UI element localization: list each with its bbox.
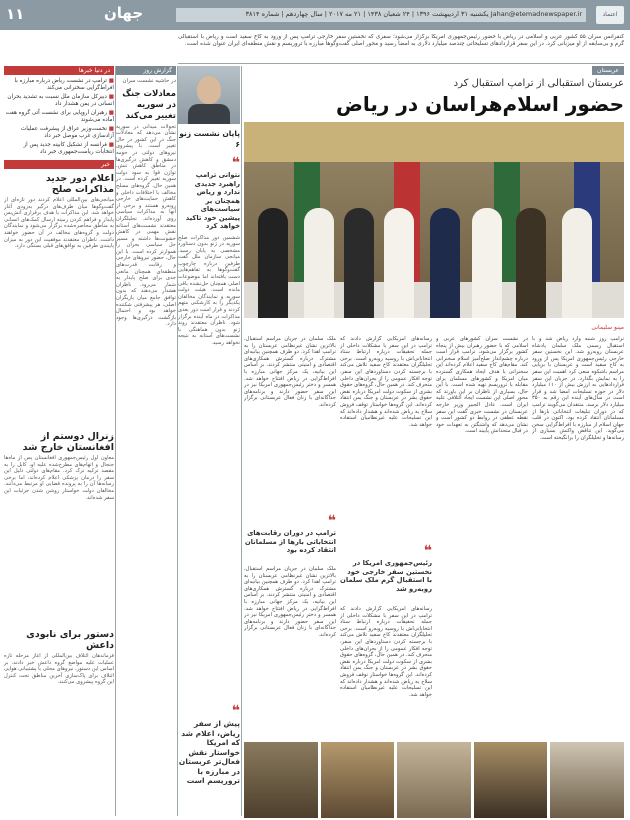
article-body: ششمین دور مذاکرات صلح سوریه در ژنو بدون دستاورد مشخصی به پایان رسید. میانجی سازمان ملل گفت طرفین درباره چارچوب گفت‌وگوها به تفاهم‌هایی دست یافته‌اند اما موضوعات اصلی همچنان حل‌نشده باقی مانده است. هیئت دولت سوریه و نمایندگان مخالفان یکدیگر را به کارشکنی متهم کردند و قرار است دور بعدی مذاکرات در ماه آینده برگزار شود. ناظران معتقدند روند ژنو بدون هماهنگی با نشست‌های آستانه به نتیجه نخواهد رسید. bbox=[178, 234, 240, 346]
page-header bbox=[0, 0, 630, 30]
list-item: ■ فرانسه از تشکیل کابینه جدید پس از انتخابات ریاست‌جمهوری خبر داد bbox=[23, 142, 114, 155]
photo bbox=[244, 742, 318, 818]
article-body: در نشست سران کشورهای عربی و اسلامی که با حضور رهبران بیش از پنجاه کشور برگزار می‌شود، ترامپ قرار است درباره چشم‌انداز صلح‌آمیز اسلام سخنرانی کند. مقام‌های کاخ سفید اعلام کرده‌اند این سخنرانی با هدف ایجاد همکاری گسترده میان امریکا و کشورهای مسلمان برای مقابله با تروریسم تهیه شده است. با این حال، بسیاری از ناظران بر این باورند که محور اصلی این نشست ایجاد ائتلافی علیه ایران است. عادل الجبیر وزیر خارجه عربستان در نشست خبری گفت این سفر نقطه عطفی در روابط دو کشور است و نشان می‌دهد که واشنگتن به تعهدات خود در قبال متحدانش پایبند است. bbox=[436, 336, 528, 435]
brief-column bbox=[4, 66, 114, 816]
article-headline: حضور اسلام‌هراسان در ریاض bbox=[335, 92, 624, 116]
list-item: ■ نخست‌وزیر عراق از پیشرفت عملیات آزادسازی غرب موصل خبر داد bbox=[20, 126, 114, 139]
photo bbox=[474, 742, 548, 818]
report-column bbox=[116, 66, 176, 816]
newspaper-logo: اعتماد bbox=[596, 6, 624, 24]
list-item: ■ دبیرکل سازمان ملل نسبت به تشدید بحران انسانی در یمن هشدار داد bbox=[7, 94, 114, 107]
pull-quote: ❝ ترامپ در دوران رقابت‌های انتخاباتی بارها از مسلمانان انتقاد کرده بود bbox=[244, 513, 336, 554]
date-strip: Jahan@etemadnewspaper.ir یکشنبه ۳۱ اردیبهشت ۱۳۹۶ | ۲۴ شعبان ۱۴۳۸ | ۲۱ مه ۲۰۱۷ | سال چهاردهم | شماره ۳۸۱۴ bbox=[176, 8, 586, 22]
opinion-title: پایان نشست زنو ۶ bbox=[179, 129, 240, 149]
section-tag: در دنیا خبرها bbox=[4, 66, 114, 75]
article-body: میانجی‌های بین‌المللی اعلام کردند دور تازه‌ای از گفت‌وگوها میان طرف‌های درگیر به‌زودی آغاز خواهد شد. این مذاکرات با هدف برقراری آتش‌بس پایدار و فراهم کردن زمینه ارسال کمک‌های انسانی به مناطق محاصره‌شده برگزار می‌شود و نمایندگان دولت و گروه‌های مخالف در آن حضور خواهند داشت. ناظران معتقدند موفقیت این دور به میزان پایبندی طرفین به توافق‌های قبلی بستگی دارد. bbox=[4, 197, 114, 250]
author-byline: مینو سلیمانی bbox=[591, 324, 624, 331]
photo bbox=[550, 742, 624, 818]
divider bbox=[178, 63, 624, 64]
article-body: رسانه‌های امریکایی گزارش دادند که ترامپ در این سفر با مشکلات داخلی از جمله تحقیقات درباره ارتباط ستاد انتخاباتی‌اش با روسیه روبه‌رو است. برخی تحلیلگران معتقدند کاخ سفید تلاش می‌کند با برجسته کردن دستاوردهای این سفر، توجه افکار عمومی را از بحران‌های داخلی منحرف کند. در همین حال، گروه‌های حقوق بشری از سکوت دولت امریکا درباره نقض حقوق بشر در عربستان و جنگ یمن انتقاد کرده‌اند. این گروه‌ها خواستار توقف فروش سلاح به ریاض شده‌اند و هشدار داده‌اند که این تسلیحات علیه غیرنظامیان استفاده خواهد شد. bbox=[340, 606, 432, 698]
photo-strip bbox=[244, 742, 624, 818]
list-item: ■ ترامپ در نشست ریاض درباره مبارزه با افراط‌گرایی سخنرانی می‌کند bbox=[14, 78, 114, 91]
section-tag: خبر bbox=[4, 160, 114, 169]
article-body: فرماندهان ائتلاف بین‌المللی از آغاز مرحله تازه عملیات علیه مواضع گروه داعش خبر دادند. بر اساس این دستور، نیروهای محلی با پشتیبانی هوایی ائتلاف برای پاک‌سازی آخرین مناطق تحت کنترل این گروه پیشروی می‌کنند. bbox=[4, 653, 114, 686]
article-body: تحولات میدانی در سوریه نشان می‌دهد که معادلات جنگ در این کشور در حال تغییر است. با پیشروی نیروهای دولتی در حومه دمشق و کاهش درگیری‌ها در مناطق کاهش تنش، توازن قوا به سود دولت سوریه تغییر کرده است. در همین حال، گروه‌های مسلح مخالف با اختلافات داخلی و کاهش حمایت‌های خارجی روبه‌رو هستند و برخی از آنها به مذاکرات سیاسی روی آورده‌اند. تحلیلگران معتقدند نشست‌های آستانه نقش مهمی در کاهش خشونت‌ها داشته و مسیر حل سیاسی بحران را هموارتر کرده است. با این حال، حضور نیروهای خارجی و رقابت قدرت‌های منطقه‌ای همچنان مانعی جدی برای صلح پایدار به شمار می‌رود. ناظران هشدار می‌دهند که بدون توافق جامع میان بازیگران اصلی، هر پیشرفتی شکننده خواهد بود و احتمال بازگشت درگیری‌ها وجود دارد. bbox=[116, 123, 176, 328]
article-body: ملک سلمان در جریان مراسم استقبال، بالاترین نشان غیرنظامی عربستان را به ترامپ اهدا کرد. دو طرف همچنین بیانیه‌ای مشترک درباره گسترش همکاری‌های اقتصادی و امنیتی منتشر کردند. بر اساس این بیانیه، یک مرکز جهانی مبارزه با افراط‌گرایی در ریاض افتتاح خواهد شد. همسر و دختر رئیس‌جمهوری امریکا نیز در این سفر حضور دارند و برنامه‌های جداگانه‌ای با زنان فعال عربستانی برگزار کرده‌اند. bbox=[244, 566, 336, 638]
quote-icon: ❝ bbox=[231, 703, 240, 719]
lead-paragraph: کنفرانس سران ۵۵ کشور عربی و اسلامی در ریاض با حضور رئیس‌جمهوری امریکا برگزار می‌شود؛ سفری که نخستین سفر خارجی ترامپ پس از ورود به کاخ سفید است و ریاض با استقبالی گرم و بی‌سابقه از او میزبانی کرد. در این سفر قراردادهای تسلیحاتی چندصد میلیارد دلاری به امضا رسید و محور اصلی گفت‌وگوها مبارزه با تروریسم و نقش منطقه‌ای ایران عنوان شده است. bbox=[178, 34, 624, 47]
quote-icon: ❝ bbox=[423, 543, 432, 559]
article-body: رسانه‌های امریکایی گزارش دادند که ترامپ در این سفر با مشکلات داخلی از جمله تحقیقات درباره ارتباط ستاد انتخاباتی‌اش با روسیه روبه‌رو است. برخی تحلیلگران معتقدند کاخ سفید تلاش می‌کند با برجسته کردن دستاوردهای این سفر، توجه افکار عمومی را از بحران‌های داخلی منحرف کند. در همین حال، گروه‌های حقوق بشری از سکوت دولت امریکا درباره نقض حقوق بشر در عربستان و جنگ یمن انتقاد کرده‌اند. این گروه‌ها خواستار توقف فروش سلاح به ریاض شده‌اند و هشدار داده‌اند که این تسلیحات علیه غیرنظامیان استفاده خواهد شد. bbox=[340, 336, 432, 428]
divider bbox=[241, 66, 242, 816]
article-kicker: در حاشیه نشست سران bbox=[122, 78, 176, 84]
article-headline: معادلات جنگ در سوریه تغییر می‌کند bbox=[122, 88, 176, 121]
photo bbox=[321, 742, 395, 818]
article-headline: زنرال دوستم از افغانستان خارج شد bbox=[22, 431, 114, 453]
article-kicker: عربستان استقبالی از ترامپ استقبال کرد bbox=[453, 78, 624, 89]
section-tag: گزارش روز bbox=[116, 66, 176, 75]
author-photo bbox=[178, 66, 240, 124]
main-photo bbox=[244, 122, 624, 318]
section-tag: عربستان bbox=[592, 66, 624, 75]
pull-quote: ❝ رئیس‌جمهوری امریکا در نخستین سفر خارجی خود با استقبال گرم ملک سلمان روبه‌رو شد bbox=[340, 543, 432, 593]
page-number: ۱۱ bbox=[6, 5, 25, 23]
quote-icon: ❝ bbox=[327, 513, 336, 529]
list-item: ■ رهبران اروپایی برای نشست آتی گروه هفت آماده می‌شوند bbox=[5, 110, 114, 123]
quote-icon: ❝ bbox=[231, 155, 240, 171]
article-headline: اعلام دور جدید مذاکرات صلح bbox=[45, 173, 114, 195]
main-article bbox=[244, 66, 624, 816]
article-body: ترامپ روز شنبه وارد ریاض شد و با استقبال رسمی ملک سلمان پادشاه عربستان روبه‌رو شد. این نخستین سفر خارجی رئیس‌جمهوری امریکا پس از ورود به کاخ سفید است و عربستان با برپایی مراسم باشکوه سعی کرد اهمیت این سفر را به نمایش بگذارد. در جریان این سفر قراردادهایی به ارزش بیش از ۱۱۰ میلیارد دلار در حوزه تسلیحات امضا شد و قرار است در سال‌های آینده این رقم به ۳۵۰ میلیارد دلار برسد. منتقدان می‌گویند ترامپ که در دوران تبلیغات انتخاباتی بارها از مسلمانان انتقاد کرده بود، اکنون در قلب جهان اسلام از مبارزه با افراط‌گرایی سخن می‌گوید. این تناقض واکنش بسیاری از رسانه‌ها و تحلیلگران را برانگیخته است. bbox=[532, 336, 624, 441]
news-brief-list bbox=[4, 78, 114, 156]
photo bbox=[397, 742, 471, 818]
pull-quote: ❝ پیش از سفر ریاض، اعلام شد که امریکا خواستار نقش فعال‌تر عربستان در مبارزه با تروریسم است bbox=[178, 703, 240, 785]
article-body: ملک سلمان در جریان مراسم استقبال، بالاترین نشان غیرنظامی عربستان را به ترامپ اهدا کرد. دو طرف همچنین بیانیه‌ای مشترک درباره گسترش همکاری‌های اقتصادی و امنیتی منتشر کردند. بر اساس این بیانیه، یک مرکز جهانی مبارزه با افراط‌گرایی در ریاض افتتاح خواهد شد. همسر و دختر رئیس‌جمهوری امریکا نیز در این سفر حضور دارند و برنامه‌های جداگانه‌ای با زنان فعال عربستانی برگزار کرده‌اند. bbox=[244, 336, 336, 408]
pull-quote: ❝ نتوانی ترامپ راهبرد جدیدی ندارد و ریاض همچنان بر سیاست‌های پیشین خود تاکید خواهد کرد bbox=[185, 155, 240, 230]
section-title: جهان bbox=[104, 4, 144, 22]
article-headline: دستور برای نابودی داعش bbox=[26, 629, 114, 651]
article-body: معاون اول رئیس‌جمهوری افغانستان پس از ماه‌ها جنجال و اتهام‌های مطرح‌شده علیه او، کابل را به مقصد ترکیه ترک کرد. مقام‌های دولتی دلیل این سفر را درمان پزشکی اعلام کرده‌اند، اما برخی رسانه‌ها آن را به پرونده قضایی او مرتبط می‌دانند. مخالفان دولت خواستار روشن شدن جزئیات این سفر شده‌اند. bbox=[4, 455, 114, 501]
